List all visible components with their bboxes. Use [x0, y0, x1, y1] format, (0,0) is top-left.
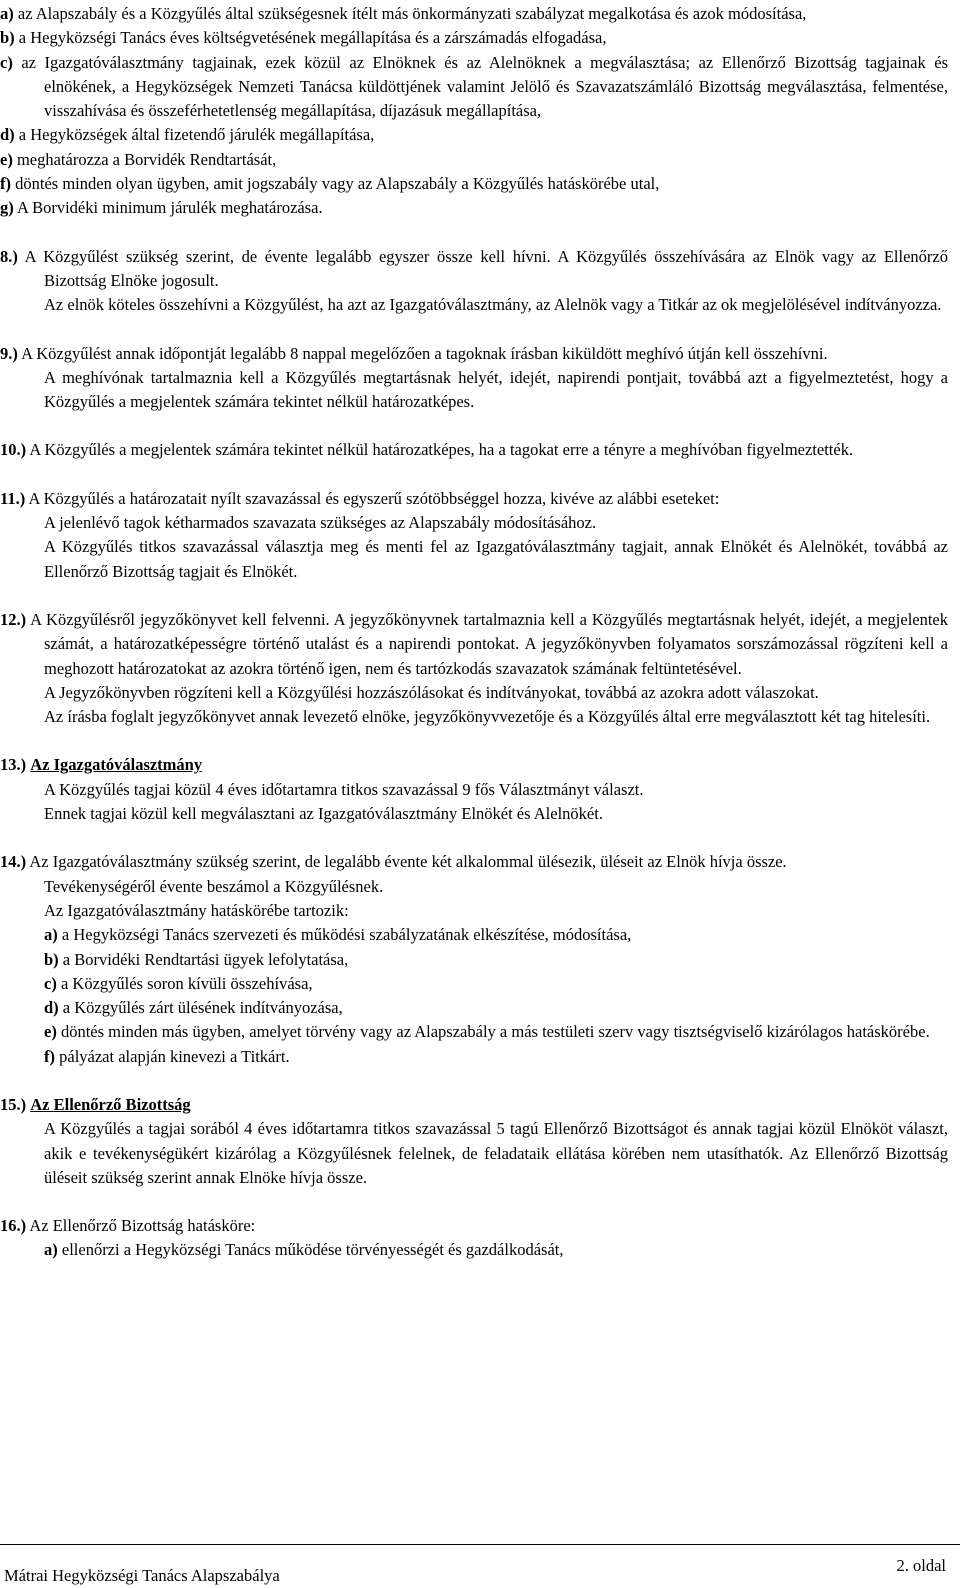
- section-title: Az Ellenőrző Bizottság: [30, 1094, 191, 1114]
- spacer: [0, 221, 960, 245]
- spacer: [0, 318, 960, 342]
- list-item: [0, 123, 960, 147]
- section-number: 12.): [0, 609, 27, 629]
- item-text: a Hegyközségek által fizetendő járulék megállapítása,: [18, 125, 375, 145]
- paragraph-text: A Közgyűlésről jegyzőkönyvet kell felvenni. A jegyzőkönyvnek tartalmaznia kell a Közgyűlés megtartásnak helyét, idejét, a megjelentek számát, a határozatképességre történő utalást és a napirendi pontokat. A jegyzőkönyvben folyamatos sorszámozással rögzíteni kell a meghozott határozatokat az azokra történő igen, nem és tartózkodás szavazatok számának feltüntetésével.: [30, 609, 949, 678]
- page-number: 2. oldal: [896, 1556, 946, 1575]
- paragraph-line: A Közgyűlés tagjai közül 4 éves időtartamra titkos szavazással 9 fős Választmányt választ.: [44, 779, 644, 799]
- item-marker: e): [0, 149, 13, 169]
- item-marker: c): [0, 52, 13, 72]
- list-item: [0, 1020, 960, 1044]
- section-number: 15.): [0, 1094, 27, 1114]
- spacer: [0, 826, 960, 850]
- section-p14: [0, 850, 960, 923]
- item-marker: f): [0, 174, 11, 194]
- item-marker: a): [0, 4, 14, 23]
- item-marker: e): [44, 1022, 57, 1042]
- item-text: A Borvidéki minimum járulék meghatározása.: [16, 198, 323, 218]
- spacer: [0, 584, 960, 608]
- item-marker: a): [44, 925, 58, 945]
- list-item: [0, 172, 960, 196]
- item-text: döntés minden más ügyben, amelyet törvény vagy az Alapszabály a más testületi szerv vagy tisztségviselő kizárólagos hatáskörébe.: [60, 1022, 930, 1042]
- list-item: [0, 996, 960, 1020]
- item-text: ellenőrzi a Hegyközségi Tanács működése törvényességét és gazdálkodását,: [61, 1240, 564, 1260]
- section-number: 8.): [0, 246, 18, 266]
- list-item: [0, 972, 960, 996]
- list-item: [0, 26, 960, 50]
- paragraph-text: Az Igazgatóválasztmány szükség szerint, de legalább évente két alkalommal ülésezik, üléseit az Elnök hívja össze.: [29, 852, 787, 872]
- item-text: a Hegyközségi Tanács szervezeti és működési szabályzatának elkészítése, módosítása,: [61, 925, 632, 945]
- section-number: 16.): [0, 1216, 27, 1236]
- paragraph-text: Az Ellenőrző Bizottság hatásköre:: [29, 1216, 256, 1236]
- section-title: Az Igazgatóválasztmány: [30, 755, 203, 775]
- section-p10: [0, 438, 960, 462]
- section-number: 10.): [0, 440, 27, 460]
- section-p12: [0, 608, 960, 729]
- paragraph-line: Tevékenységéről évente beszámol a Közgyűlésnek.: [44, 876, 384, 896]
- paragraph-text: A Közgyűlés a határozatait nyílt szavazással és egyszerű szótöbbséggel hozza, kivéve az alábbi eseteket:: [28, 488, 720, 508]
- list-item: [0, 948, 960, 972]
- section-number: 11.): [0, 488, 26, 508]
- paragraph-line: A meghívónak tartalmaznia kell a Közgyűlés megtartásnak helyét, idejét, napirendi pontjait, továbbá azt a figyelmeztetést, hogy a Közgyűlés a megjelentek számára tekintet nélkül határozatképes.: [44, 367, 948, 412]
- item-text: a Hegyközségi Tanács éves költségvetésének megállapítása és a zárszámadás elfogadása,: [18, 28, 607, 48]
- section-number: 13.): [0, 755, 27, 775]
- item-marker: f): [44, 1046, 55, 1066]
- paragraph-line: Az írásba foglalt jegyzőkönyvet annak levezető elnöke, jegyzőkönyvvezetője és a Közgyűlés által erre megválasztott két tag hitelesíti.: [44, 707, 931, 727]
- item-text: pályázat alapján kinevezi a Titkárt.: [59, 1046, 290, 1066]
- spacer: [0, 1190, 960, 1214]
- paragraph-line: [0, 1214, 948, 1238]
- section-number: 9.): [0, 343, 18, 363]
- paragraph-text: A Közgyűlést annak időpontját legalább 8 nappal megelőzően a tagoknak írásban kiküldött meghívó útján kell összehívni.: [21, 343, 828, 363]
- spacer: [0, 729, 960, 753]
- page-footer: [0, 1544, 960, 1584]
- section-p9: [0, 342, 960, 415]
- item-text: a Borvidéki Rendtartási ügyek lefolytatása,: [62, 949, 349, 969]
- item-marker: c): [44, 973, 57, 993]
- spacer: [0, 1069, 960, 1093]
- paragraph-line: A Közgyűlés titkos szavazással választja meg és menti fel az Igazgatóválasztmány tagjait, annak Elnökét és Alelnökét, továbbá az Ellenőrző Bizottság tagjait és Elnökét.: [44, 537, 948, 581]
- section-number: 14.): [0, 852, 27, 872]
- list-item: [0, 196, 960, 220]
- item-marker: d): [44, 998, 59, 1018]
- item-text: a Közgyűlés zárt ülésének indítványozása,: [62, 998, 343, 1018]
- item-text: a Közgyűlés soron kívüli összehívása,: [60, 973, 313, 993]
- paragraph-line: Az elnök köteles összehívni a Közgyűlést, ha azt az Igazgatóválasztmány, az Alelnök vagy a Titkár az ok megjelölésével indítványozza.: [44, 295, 942, 315]
- paragraph-line: [0, 608, 949, 681]
- paragraph-line: [0, 245, 948, 294]
- paragraph-line: A Jegyzőkönyvben rögzíteni kell a Közgyűlési hozzászólásokat és indítványokat, továbbá az azokra adott válaszokat.: [44, 682, 819, 702]
- spacer: [0, 463, 960, 487]
- item-text: az Alapszabály és a Közgyűlés által szükségesnek ítélt más önkormányzati szabályzat megalkotása és azok módosítása,: [17, 4, 807, 23]
- list-item: [0, 923, 960, 947]
- list-item: [0, 1238, 960, 1262]
- paragraph-line: [0, 342, 948, 366]
- paragraph-line: [0, 438, 948, 462]
- paragraph-text: A Közgyűlés a megjelentek számára tekintet nélkül határozatképes, ha a tagokat erre a tényre a meghívóban figyelmeztették.: [29, 440, 854, 460]
- item-marker: a): [44, 1240, 58, 1260]
- footer-title: Mátrai Hegyközségi Tanács Alapszabálya: [4, 1566, 280, 1585]
- item-marker: g): [0, 198, 14, 218]
- paragraph-line: Az Igazgatóválasztmány hatáskörébe tartozik:: [44, 900, 349, 920]
- item-marker: b): [0, 28, 15, 48]
- paragraph-line: [0, 1093, 948, 1117]
- item-marker: b): [44, 949, 59, 969]
- section-p8: [0, 245, 960, 318]
- list-item: [0, 2, 960, 26]
- item-marker: d): [0, 125, 15, 145]
- section-p16: [0, 1214, 960, 1238]
- section-p13: [0, 753, 960, 826]
- item-text: az Igazgatóválasztmány tagjainak, ezek közül az Elnöknek és az Alelnöknek a megválasztása; az Ellenőrző Bizottság tagjainak és elnökének, a Hegyközségek Nemzeti Tanácsa küldöttjének valamint Jelölő és Szavazatszámláló Bizottság megválasztása, felmentése, visszahívása és összeférhetetlenség megállapítása, díjazásuk megállapítása,: [21, 52, 949, 121]
- list-item: [0, 51, 960, 124]
- item-text: meghatározza a Borvidék Rendtartását,: [16, 149, 277, 169]
- section-p11: [0, 487, 960, 584]
- footer-rule: [0, 1544, 960, 1545]
- paragraph-line: A Közgyűlés a tagjai sorából 4 éves időtartamra titkos szavazással 5 tagú Ellenőrző Bizottságot és annak tagjai közül Elnököt választ, akik e tevékenységükért kizárólag a Közgyűlésnek felelnek, de feladataik ellátása körében nem utasíthatók. Az Ellenőrző Bizottság üléseit szükség szerint annak Elnöke hívja össze.: [44, 1119, 948, 1187]
- spacer: [0, 414, 960, 438]
- paragraph-line: A jelenlévő tagok kétharmados szavazata szükséges az Alapszabály módosításához.: [44, 513, 597, 533]
- paragraph-line: [0, 850, 948, 874]
- item-text: döntés minden olyan ügyben, amit jogszabály vagy az Alapszabály a Közgyűlés hatáskörébe utal,: [15, 174, 660, 194]
- paragraph-line: Ennek tagjai közül kell megválasztani az Igazgatóválasztmány Elnökét és Alelnökét.: [44, 804, 603, 824]
- paragraph-line: [0, 487, 948, 511]
- paragraph-line: [0, 753, 948, 777]
- list-item: [0, 1045, 960, 1069]
- list-item: [0, 148, 960, 172]
- paragraph-text: A Közgyűlést szükség szerint, de évente legalább egyszer össze kell hívni. A Közgyűlés összehívására az Elnök vagy az Ellenőrző Bizottság Elnöke jogosult.: [24, 246, 948, 290]
- section-p15: [0, 1093, 960, 1190]
